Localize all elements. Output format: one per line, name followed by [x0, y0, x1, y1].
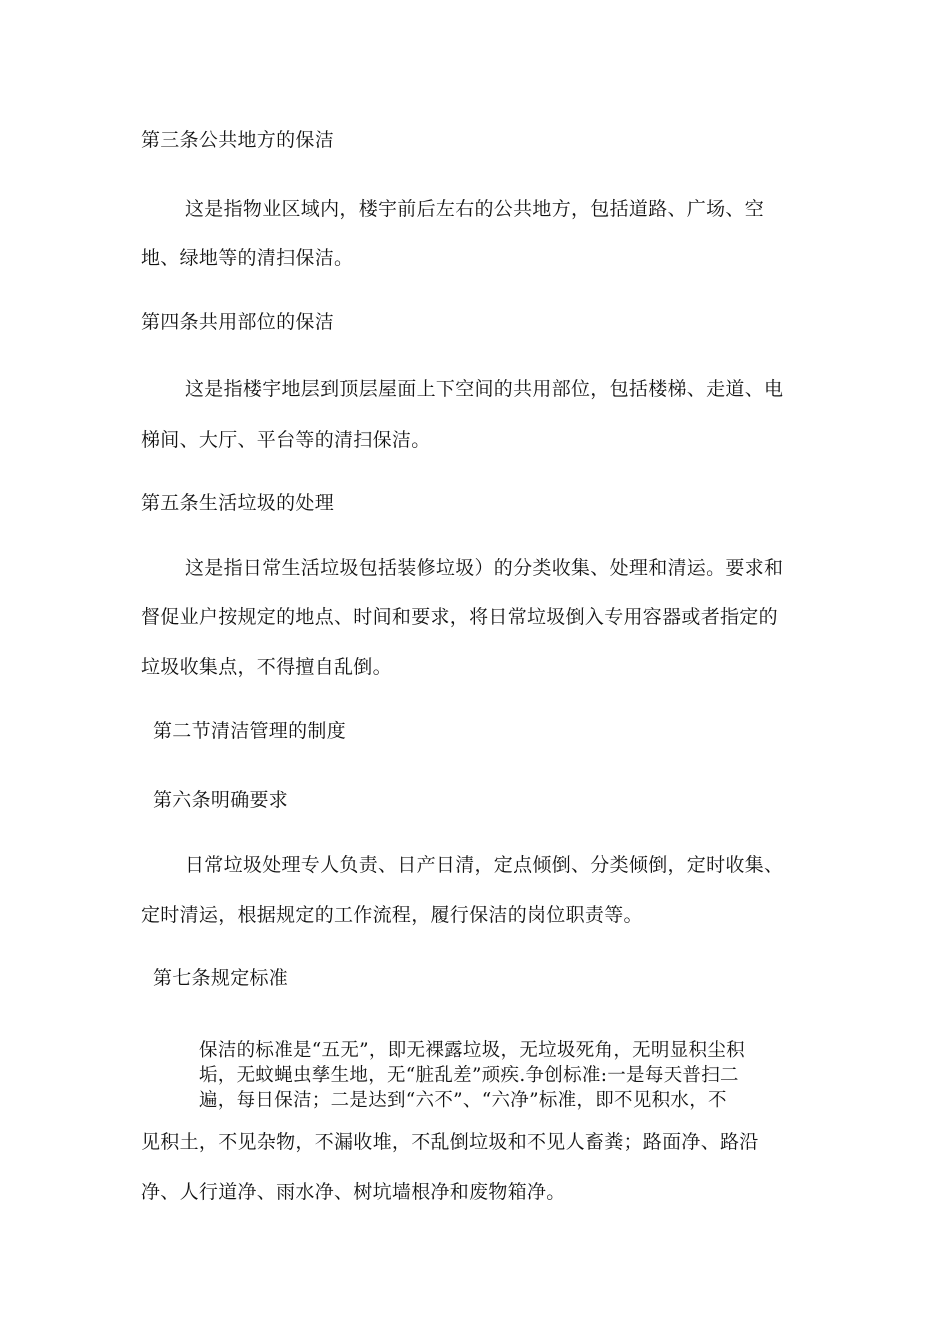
article3-paragraph-line1: 这是指物业区域内，楼宇前后左右的公共地方，包括道路、广场、空	[185, 198, 765, 220]
article7-paragraph-line4: 见积土，不见杂物，不漏收堆，不乱倒垃圾和不见人畜粪；路面净、路沿	[141, 1131, 759, 1153]
article6-paragraph-line1: 日常垃圾处理专人负责、日产日清，定点倾倒、分类倾倒，定时收集、	[185, 854, 784, 876]
article5-paragraph-line1: 这是指日常生活垃圾包括装修垃圾）的分类收集、处理和清运。要求和	[185, 557, 784, 579]
article4-paragraph-line2: 梯间、大厅、平台等的清扫保洁。	[141, 429, 431, 451]
article7-paragraph-line1: 保洁的标准是“五无”，即无裸露垃圾，无垃圾死角，无明显积尘积	[199, 1040, 745, 1061]
article7-heading: 第七条规定标准	[153, 967, 289, 989]
article5-paragraph-line3: 垃圾收集点，不得擅自乱倒。	[141, 656, 392, 678]
article6-paragraph-line2: 定时清运，根据规定的工作流程，履行保洁的岗位职责等。	[141, 904, 643, 926]
article4-paragraph-line1: 这是指楼宇地层到顶层屋面上下空间的共用部位，包括楼梯、走道、电	[185, 378, 784, 400]
article5-heading: 第五条生活垃圾的处理	[141, 492, 335, 514]
article7-paragraph-line5: 净、人行道净、雨水净、树坑墙根净和废物箱净。	[141, 1181, 566, 1203]
article6-heading: 第六条明确要求	[153, 789, 289, 811]
article5-paragraph-line2: 督促业户按规定的地点、时间和要求，将日常垃圾倒入专用容器或者指定的	[141, 606, 778, 628]
article3-heading: 第三条公共地方的保洁	[141, 129, 335, 151]
article7-paragraph-line2: 垢，无蚊蝇虫孳生地，无“脏乱差”顽疾.争创标准:一是每天普扫二	[199, 1065, 739, 1086]
article4-heading: 第四条共用部位的保洁	[141, 311, 335, 333]
section2-heading: 第二节清洁管理的制度	[153, 720, 347, 742]
article3-paragraph-line2: 地、绿地等的清扫保洁。	[141, 247, 354, 269]
article7-paragraph-line3: 遍，每日保洁；二是达到“六不”、“六净”标准，即不见积水，不	[199, 1090, 727, 1111]
